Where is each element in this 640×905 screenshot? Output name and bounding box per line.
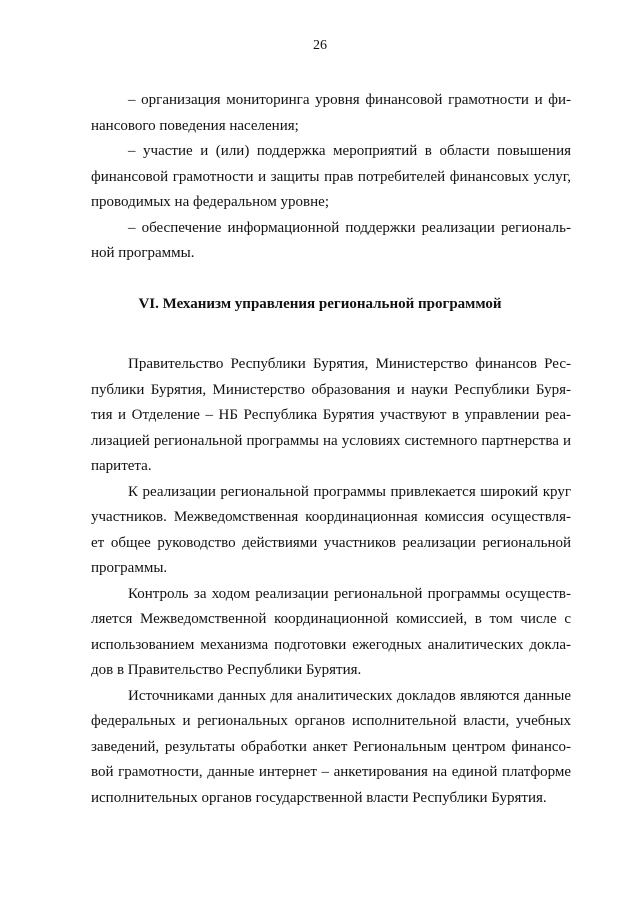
bullet-item: [91, 139, 571, 216]
paragraph: [91, 352, 571, 480]
text-line: проводимых на федеральном уровне;: [91, 194, 329, 210]
text-line: паритета.: [91, 458, 152, 474]
paragraph: [91, 582, 571, 684]
text-line: Контроль за ходом реализации региональной программы осуществ-: [128, 585, 571, 602]
paragraph: [91, 684, 571, 812]
text-line: ет общее руководство действиями участников реализации региональной: [91, 534, 571, 551]
text-line: исполнительных органов государственной власти Республики Бурятия.: [91, 789, 547, 806]
section-heading: VI. Механизм управления региональной программой: [138, 296, 502, 312]
page-number: 26: [313, 38, 327, 53]
text-line: участников. Межведомственная координационная комиссия осуществля-: [91, 509, 571, 525]
bullet-list: [91, 88, 571, 267]
text-line: использованием механизма подготовки ежегодных аналитических докла-: [91, 636, 571, 653]
bullet-item: [91, 216, 571, 267]
text-line: нансового поведения населения;: [91, 117, 299, 134]
text-line: – организация мониторинга уровня финансовой грамотности и фи-: [128, 92, 571, 108]
text-line: Источниками данных для аналитических докладов являются данные: [128, 687, 571, 704]
text-line: финансовой грамотности и защиты прав потребителей финансовых услуг,: [91, 168, 571, 185]
text-line: лизацией региональной программы на условиях системного партнерства и: [91, 432, 571, 449]
text-line: – обеспечение информационной поддержки реализации региональ-: [128, 219, 571, 236]
text-line: федеральных и региональных органов исполнительной власти, учебных: [91, 713, 571, 729]
text-line: тия и Отделение – НБ Республика Бурятия участвуют в управлении реа-: [91, 407, 571, 423]
text-line: вой грамотности, данные интернет – анкетирования на единой платформе: [91, 764, 571, 780]
text-line: – участие и (или) поддержка мероприятий в области повышения: [128, 143, 571, 159]
text-line: программы.: [91, 560, 168, 576]
text-line: заведений, результаты обработки анкет Региональным центром финансо-: [91, 738, 571, 755]
text-line: дов в Правительство Республики Бурятия.: [91, 662, 362, 678]
body-text: [91, 352, 571, 811]
text-line: публики Бурятия, Министерство образования и науки Республики Буря-: [91, 381, 571, 398]
bullet-item: [91, 88, 571, 139]
text-line: ляется Межведомственной координационной комиссией, в том числе с: [91, 611, 571, 627]
text-line: К реализации региональной программы привлекается широкий круг: [128, 483, 571, 500]
text-line: ной программы.: [91, 245, 195, 261]
paragraph: [91, 480, 571, 582]
text-line: Правительство Республики Бурятия, Министерство финансов Рес-: [128, 356, 571, 372]
